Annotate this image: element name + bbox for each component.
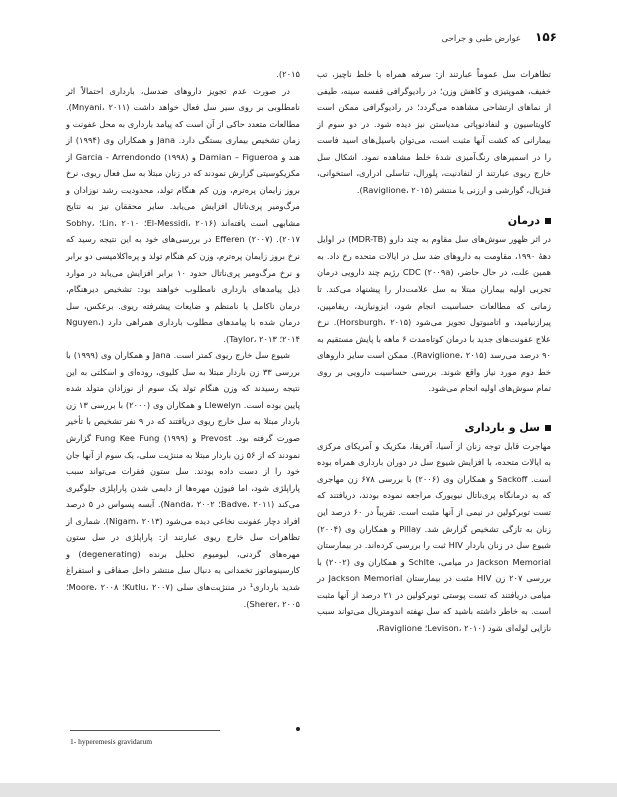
- section-heading-pregnancy: [317, 419, 551, 437]
- intro-paragraph: تظاهرات سل عموماً عبارتند از: سرفه همراه با خلط ناچیز، تب خفیف، هموپتیزی و کاهش وزن؛ در رادیوگرافی قفسه سینه، طیفی از نماهای ارتشاحی مشاهده می‌گردد؛ در رادیوگرافی ممکن است کاویتاسیون و لنفادنوپاتی مدیاستن نیز دیده شود. در دو سوم از بیمارانی که کشت آنها مثبت است، می‌توان باسیل‌های اسید فاست را در اسمیرهای رنگ‌آمیزی شدهٔ خلط مشاهده نمود. اشکال سل خارج ریوی عبارتند از لنفادنیت، پلورال، تناسلی ادراری، استخوانی، فنژیال، گوارشی و ارزنی یا منتشر (Raviglione، ۲۰۱۵).: [317, 69, 551, 195]
- dot-mark-icon: [296, 727, 300, 731]
- heading-label: درمان: [507, 214, 540, 228]
- continuation-text: ۲۰۱۵).: [276, 69, 300, 79]
- square-bullet-icon: [545, 425, 551, 431]
- book-title: عوارض طبی و جراحی: [441, 34, 522, 44]
- right-column: [317, 66, 551, 636]
- running-header: [442, 30, 557, 44]
- page-number: ۱۵۶: [535, 30, 557, 44]
- bottom-scan-edge: [0, 783, 617, 797]
- body-paragraph: شیوع سل خارج ریوی کمتر است. Jana و همکاران وی (۱۹۹۹) با بررسی ۳۳ زن باردار مبتلا به سل کلیوی، روده‌ای و اسکلتی به این نتیجه رسیدند که وزن هنگام تولد یک سوم از نوزادان متولد شده پایین بوده است. Llewelyn و همکاران وی (۲۰۰۰) با بررسی ۱۳ زن باردار مبتلا به سل خارج ریوی دریافتند که در ۹ نفر تشخیص با تأخیر صورت گرفته بود. Prevost و Fung Kee Fung (۱۹۹۹) گزارش نمودند که از ۵۶ زن باردار مبتلا به مننژیت سلی، یک سوم از آنها جان خود را از دست داده بودند. سل ستون فقرات می‌تواند سبب پاراپلژی شود، اما فیوژن مهره‌ها از دایمی شدن پاراپلژی جلوگیری می‌کند (Badve، ۲۰۱۱؛ Nanda، ۲۰۰۲). آبسه پسواس در ۵ درصد افراد دچار عفونت نخاعی دیده می‌شود (Nigam، ۲۰۱۳). شماری از تظاهرات سل خارج ریوی عبارتند از: پاراپلژی در سل ستون مهره‌های گردنی، لیومیوم تحلیل برنده (degenerating) و کارسینوماتوز تخمدانی به دنبال سل منتشر داخل صفاقی و استفراغ شدید بارداری¹ در مننژیت‌های سلی (Kutlu، ۲۰۰۷؛ Moore، ۲۰۰۸؛ Sherer، ۲۰۰۵).: [66, 350, 300, 609]
- square-bullet-icon: [545, 218, 551, 224]
- footnote-divider: [70, 730, 220, 731]
- body-paragraph: در صورت عدم تجویز داروهای ضدسل، بارداری احتمالاً اثر نامطلوبی بر روی سیر سل فعال خواهد داشت (Mnyani، ۲۰۱۱). مطالعات متعدد حاکی از آن است که پیامد بارداری به محل عفونت و زمان تشخیص بیماری بستگی دارد. Jana و همکاران وی (۱۹۹۴) از هند و Damian – Figueroa و Garcia - Arrendondo (۱۹۹۸) از مکزیکوسیتی گزارش نمودند که در زنان مبتلا به سل فعال ریوی، نرخ بروز زایمان پره‌ترم، وزن کم هنگام تولد، محدودیت رشد نوزادان و مرگ‌ومیر پری‌ناتال افزایش می‌یابد. سایر محققان نیز به نتایج مشابهی است یافته‌اند (El-Messidi، ۲۰۱۶؛ Lin، ۲۰۱۰؛ Sobhy، ۲۰۱۷). Efferen (۲۰۰۷) در بررسی‌های خود به این نتیجه رسید که نرخ بروز زایمان پره‌ترم، وزن کم هنگام تولد و پره‌اکلامپسی دو برابر و نرخ مرگ‌ومیر پری‌ناتال حدود ۱۰ برابر افزایش می‌یابد در موارد ذیل پیامدهای بارداری نامطلوب خواهند بود: تشخیص دیرهنگام، درمان ناکامل یا نامنظم و ضایعات پیشرفته ریوی. برعکس، سل درمان شده با پیامدهای مطلوب بارداری همراهی دارد (Nguyen، ۲۰۱۴؛ Taylor، ۲۰۱۳).: [66, 85, 301, 344]
- footnote: 1- hyperemesis gravidarum: [70, 737, 153, 746]
- pregnancy-paragraph: مهاجرت قابل توجه زنان از آسیا، آفریقا، مکزیک و آمریکای مرکزی به ایالات متحده، با افزایش شیوع سل در دوران بارداری همراه بوده است. Sackoff و همکاران وی (۲۰۰۶) با بررسی ۶۷۸ زن مهاجری که به درمانگاه پری‌ناتال نیویورک مراجعه نموده بودند، دریافتند که تست توبرکولین در نیمی از آنها مثبت است. تقریباً در ۶۰ درصد این زنان به تازگی تشخیص گزارش شد. Pillay و همکاران وی (۲۰۰۴) شیوع سل در زنان باردار HIV ثبت را بررسی کرده‌اند. در بیمارستان Jackson Memorial در میامی، Schlte و همکاران وی (۲۰۰۲) با بررسی ۲۰۷ زن HIV مثبت در بیمارستان Jackson Memorial در میامی دریافتند که تست پوستی توبرکولین در ۲۱ درصد از آنها مثبت است. به خاطر داشته باشید که سل نهفته اندومتریال می‌تواند سبب نازایی لوله‌ای شود (Levison، ۲۰۱۰؛ Raviglione،: [317, 440, 552, 633]
- treatment-paragraph: در اثر ظهور سوش‌های سل مقاوم به چند دارو (MDR-TB) در اوایل دههٔ ۱۹۹۰، مقاومت به داروهای ضد سل در ایالات متحده رخ داد. به همین علت، در حال حاضر، CDC (۲۰۰۹a) رژیم چند دارویی درمان تجربی اولیه بیماران مبتلا به سل علامت‌دار را پیشنهاد می‌کند. تا زمانی که مطالعات حساسیت انجام شود، ایزونیازید، ریفامپین، پیرازنیامید، و اتامبوتول تجویز می‌شود (Horsburgh، ۲۰۱۵). نرخ علاج عفونت‌های جدید با درمان کوتاه‌مدت ۶ ماهه با پایش مستقیم به ۹۰ درصد می‌رسد (Raviglione، ۲۰۱۵). ممکن است سایر داروهای خط دوم مورد نیاز واقع شوند. بررسی حساسیت دارویی بر روی تمام سوش‌های اولیه انجام می‌شود.: [317, 234, 552, 394]
- heading-label: سل و بارداری: [464, 420, 540, 434]
- left-column: [66, 66, 300, 612]
- section-heading-treatment: [317, 212, 551, 230]
